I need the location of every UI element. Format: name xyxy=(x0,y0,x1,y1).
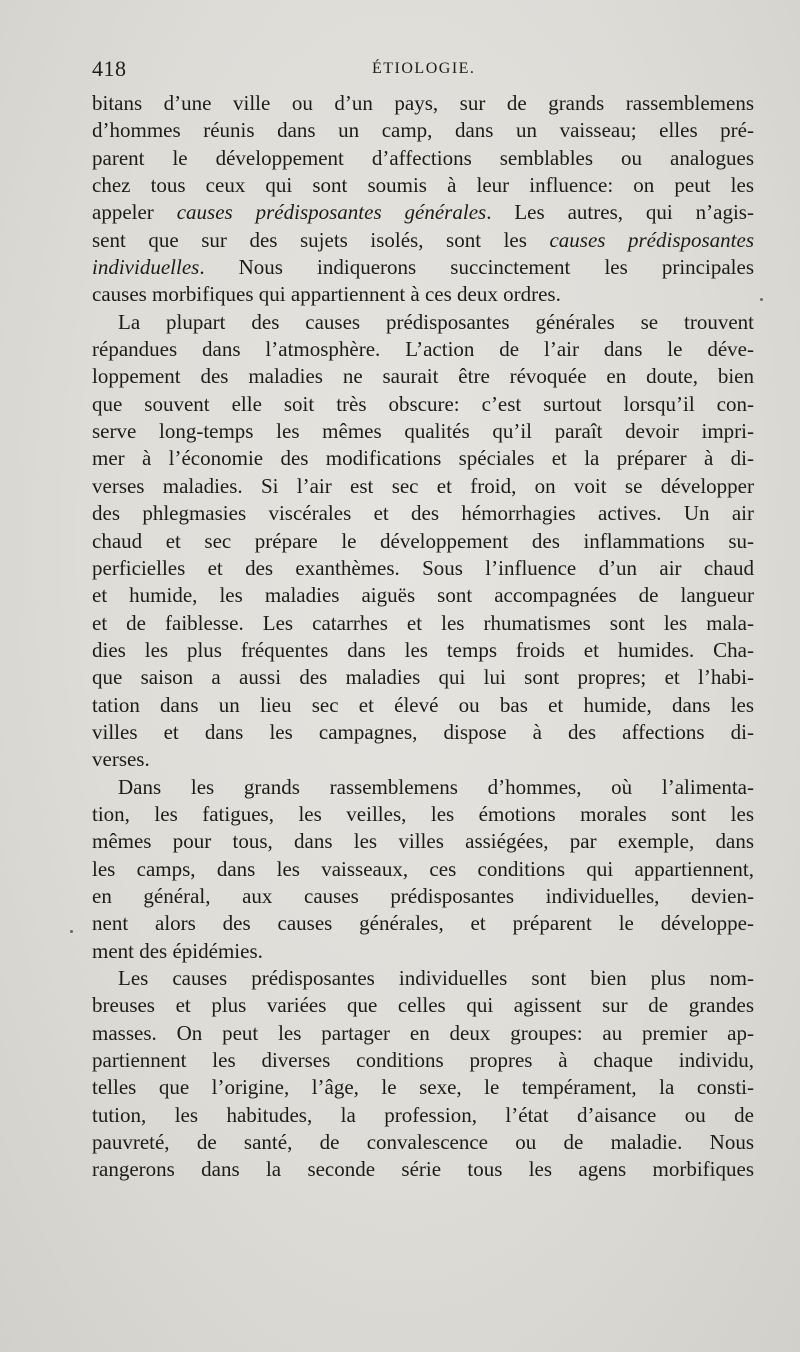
text-segment: bitans d’une ville ou d’un pays, sur de grands rassemblemens xyxy=(92,91,754,115)
text-segment: Les causes prédisposantes individuelles sont bien plus nom- xyxy=(118,966,754,990)
text-line xyxy=(92,199,754,226)
text-line xyxy=(92,610,754,637)
text-line xyxy=(92,445,754,472)
text-line xyxy=(92,172,754,199)
text-line xyxy=(92,774,754,801)
text-line xyxy=(92,145,754,172)
text-line xyxy=(92,1129,754,1156)
text-line xyxy=(92,254,754,281)
text-segment: rangerons dans la seconde série tous les agens morbifiques xyxy=(92,1157,754,1182)
text-segment: chez tous ceux qui sont soumis à leur influence: on peut les xyxy=(92,173,754,198)
text-line xyxy=(92,473,754,500)
text-segment: et de faiblesse. Les catarrhes et les rhumatismes sont les mala- xyxy=(92,610,754,635)
text-line xyxy=(92,528,754,555)
text-segment: verses maladies. Si l’air est sec et froid, on voit se développer xyxy=(92,473,754,498)
text-segment: répandues dans l’atmosphère. L’action de l’air dans le déve- xyxy=(92,337,754,362)
text-line xyxy=(92,1020,754,1047)
text-segment: villes et dans les campagnes, dispose à des affections di- xyxy=(92,719,754,744)
text-line xyxy=(92,227,754,254)
page-header xyxy=(92,56,752,86)
text-segment: ment des épidémies. xyxy=(92,938,263,963)
text-segment: des phlegmasies viscérales et des hémorrhagies actives. Un air xyxy=(92,501,754,526)
text-line xyxy=(92,992,754,1019)
text-segment: chaud et sec prépare le développement des inflammations su- xyxy=(92,528,754,553)
paper-speck xyxy=(70,930,73,933)
text-segment: Dans les grands rassemblemens d’hommes, où l’alimenta- xyxy=(118,774,754,799)
text-segment: mêmes pour tous, dans les villes assiégées, par exemple, dans xyxy=(92,829,754,854)
text-segment: verses. xyxy=(92,747,150,772)
text-segment: dies les plus fréquentes dans les temps froids et humides. Cha- xyxy=(92,637,754,662)
text-line xyxy=(92,719,754,746)
text-segment: masses. On peut les partager en deux groupes: au premier ap- xyxy=(92,1020,754,1045)
text-segment: breuses et plus variées que celles qui agissent sur de grandes xyxy=(92,993,754,1018)
text-line xyxy=(92,500,754,527)
text-segment: partiennent les diverses conditions propres à chaque individu, xyxy=(92,1048,754,1073)
text-line xyxy=(92,637,754,664)
text-segment: . Les autres, qui n’agis- xyxy=(486,200,754,225)
text-segment: tation dans un lieu sec et élevé ou bas et humide, dans les xyxy=(92,692,754,717)
text-line xyxy=(92,910,754,937)
text-line xyxy=(92,692,754,719)
text-segment: appeler xyxy=(92,200,177,225)
text-segment: sent que sur des sujets isolés, sont les xyxy=(92,227,550,252)
text-line xyxy=(92,90,754,117)
text-line xyxy=(92,336,754,363)
running-head: ÉTIOLOGIE. xyxy=(372,60,476,77)
text-line xyxy=(92,582,754,609)
italic-phrase: individuelles xyxy=(92,255,200,280)
italic-phrase: causes prédisposantes xyxy=(549,227,754,252)
text-line xyxy=(92,965,754,992)
text-segment: La plupart des causes prédisposantes générales se trouvent xyxy=(118,309,754,334)
text-segment: perficielles et des exanthèmes. Sous l’influence d’un air chaud xyxy=(92,555,754,580)
text-segment: . Nous indiquerons succinctement les principales xyxy=(199,255,754,280)
text-segment: et humide, les maladies aiguës sont accompagnées de langueur xyxy=(92,583,754,608)
text-line xyxy=(92,883,754,910)
text-line xyxy=(92,746,754,773)
text-segment: parent le développement d’affections semblables ou analogues xyxy=(92,145,754,170)
text-segment: tution, les habitudes, la profession, l’état d’aisance ou de xyxy=(92,1102,754,1127)
text-line xyxy=(92,664,754,691)
text-line xyxy=(92,1047,754,1074)
text-line xyxy=(92,391,754,418)
text-segment: en général, aux causes prédisposantes individuelles, devien- xyxy=(92,883,754,908)
italic-phrase: causes prédisposantes générales xyxy=(176,200,487,225)
text-line xyxy=(92,309,754,336)
text-segment: que souvent elle soit très obscure: c’est surtout lorsqu’il con- xyxy=(92,391,754,416)
text-segment: mer à l’économie des modifications spéciales et la préparer à di- xyxy=(92,446,754,471)
text-segment: nent alors des causes générales, et préparent le développe- xyxy=(92,911,754,936)
text-segment: que saison a aussi des maladies qui lui sont propres; et l’habi- xyxy=(92,665,754,690)
text-line xyxy=(92,1156,754,1183)
text-line xyxy=(92,856,754,883)
text-segment: causes morbifiques qui appartiennent à ces deux ordres. xyxy=(92,282,561,307)
text-segment: les camps, dans les vaisseaux, ces conditions qui appartiennent, xyxy=(92,856,754,881)
text-segment: d’hommes réunis dans un camp, dans un vaisseau; elles pré- xyxy=(92,118,754,143)
text-segment: tion, les fatigues, les veilles, les émotions morales sont les xyxy=(92,801,754,826)
text-line xyxy=(92,117,754,144)
paper-speck xyxy=(760,298,763,301)
text-line xyxy=(92,1074,754,1101)
page-number: 418 xyxy=(92,56,127,81)
text-line xyxy=(92,801,754,828)
text-line xyxy=(92,938,754,965)
text-line xyxy=(92,418,754,445)
text-line xyxy=(92,555,754,582)
text-segment: serve long-temps les mêmes qualités qu’il paraît devoir impri- xyxy=(92,419,754,444)
body-text xyxy=(92,90,754,1184)
text-segment: loppement des maladies ne saurait être révoquée en doute, bien xyxy=(92,364,754,389)
text-segment: telles que l’origine, l’âge, le sexe, le tempérament, la consti- xyxy=(92,1075,754,1100)
text-line xyxy=(92,1102,754,1129)
text-line xyxy=(92,281,754,308)
text-line xyxy=(92,828,754,855)
text-segment: pauvreté, de santé, de convalescence ou de maladie. Nous xyxy=(92,1130,754,1155)
text-line xyxy=(92,363,754,390)
